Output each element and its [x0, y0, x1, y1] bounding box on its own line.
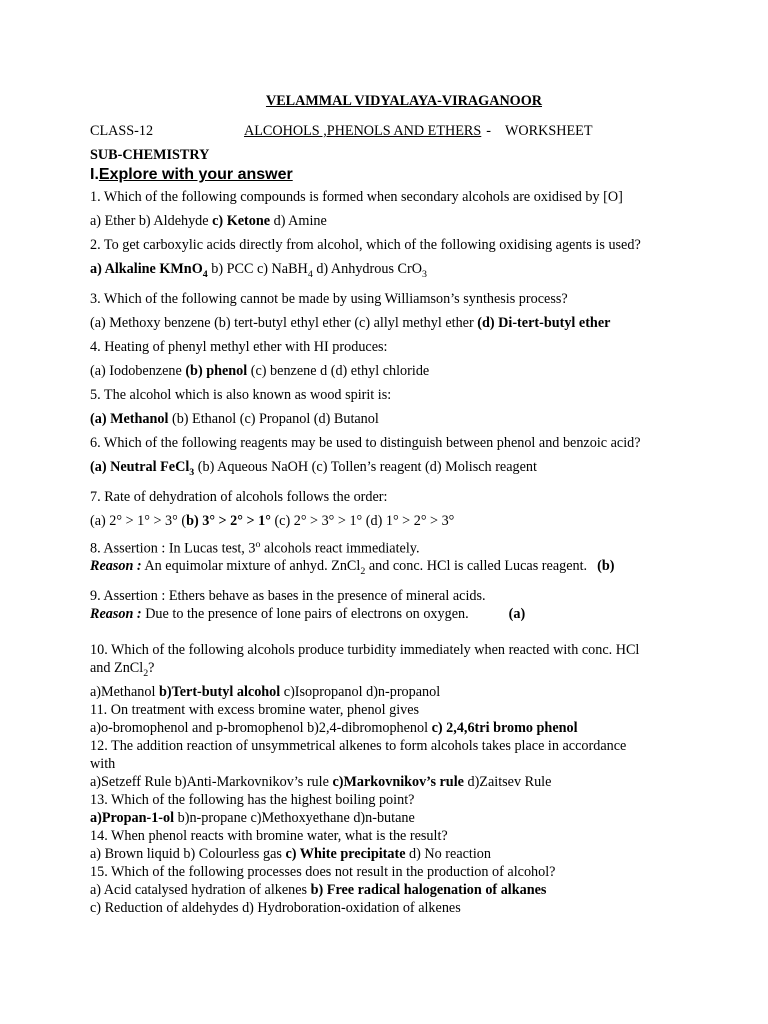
question-6: 6. Which of the following reagents may be used to distinguish between phenol and benzoic acid?: [90, 434, 641, 451]
answer-8: (b): [597, 558, 615, 575]
options-3: (a) Methoxy benzene (b) tert-butyl ethyl ether (c) allyl methyl ether (d) Di-tert-butyl ether: [90, 314, 611, 331]
question-1: 1. Which of the following compounds is formed when secondary alcohols are oxidised by [O]: [90, 189, 623, 205]
question-13: 13. Which of the following has the highest boiling point?: [90, 792, 415, 809]
options-10: a)Methanol b)Tert-butyl alcohol c)Isopropanol d)n-propanol: [90, 684, 441, 701]
assertion-9: 9. Assertion : Ethers behave as bases in the presence of mineral acids.: [90, 588, 486, 605]
question-12-cont: with: [90, 756, 116, 773]
answer-6: (a) Neutral FeCl$_3$: [90, 458, 195, 478]
options-14: a) Brown liquid b) Colourless gas c) White precipitate d) No reaction: [90, 846, 491, 863]
school-title: VELAMMAL VIDYALAYA-VIRAGANOOR: [265, 93, 543, 109]
answer-1: c) Ketone: [212, 213, 271, 229]
topic-dash: -: [486, 123, 491, 139]
question-14: 14. When phenol reacts with bromine water, what is the result?: [90, 828, 448, 845]
answer-15: b) Free radical halogenation of alkanes: [310, 882, 547, 899]
question-5: 5. The alcohol which is also known as wood spirit is:: [90, 386, 392, 403]
options-15-cont: c) Reduction of aldehydes d) Hydroboration-oxidation of alkenes: [90, 900, 461, 917]
reason-8: Reason : An equimolar mixture of anhyd. ZnCl$_2$ and conc. HCl is called Lucas reagent. (b): [90, 558, 615, 578]
options-7: (a) 2° > 1° > 3° (b) 3° > 2° > 1° (c) 2° > 3° > 1° (d) 1° > 2° > 3°: [90, 512, 455, 529]
class-line: [90, 122, 678, 140]
answer-10: b)Tert-butyl alcohol: [158, 684, 281, 701]
options-1: a) Ether b) Aldehyde c) Ketone d) Amine: [90, 213, 327, 229]
answer-11: c) 2,4,6tri bromo phenol: [431, 720, 578, 737]
topic-label: ALCOHOLS ,PHENOLS AND ETHERS: [244, 123, 482, 139]
answer-14: c) White precipitate: [285, 846, 406, 863]
options-5: (a) Methanol (b) Ethanol (c) Propanol (d) Butanol: [90, 410, 379, 427]
question-7: 7. Rate of dehydration of alcohols follows the order:: [90, 488, 388, 505]
question-2: 2. To get carboxylic acids directly from alcohol, which of the following oxidising agents is used?: [90, 237, 641, 253]
answer-2: a) Alkaline KMnO$_4$: [90, 261, 208, 280]
answer-9: (a): [508, 606, 526, 623]
answer-4: (b) phenol: [185, 362, 248, 379]
options-2: a) Alkaline KMnO$_4$ b) PCC c) NaBH$_4$ d) Anhydrous CrO$_3$: [90, 261, 427, 280]
reason-9: Reason : Due to the presence of lone pairs of electrons on oxygen. (a): [90, 606, 526, 623]
answer-3: (d) Di-tert-butyl ether: [477, 314, 611, 331]
section-number: I.: [90, 166, 99, 183]
answer-7: b) 3° > 2° > 1°: [186, 512, 271, 529]
class-label: CLASS-12: [90, 123, 154, 139]
worksheet-page: [90, 92, 678, 917]
answer-5: (a) Methanol: [90, 410, 169, 427]
question-10: 10. Which of the following alcohols produce turbidity immediately when reacted with conc. HCl: [90, 642, 640, 659]
answer-13: a)Propan-1-ol: [90, 810, 175, 827]
question-15: 15. Which of the following processes does not result in the production of alcohol?: [90, 864, 556, 881]
worksheet-label: WORKSHEET: [505, 123, 593, 139]
options-15: a) Acid catalysed hydration of alkenes b) Free radical halogenation of alkanes: [90, 882, 547, 899]
options-13: a)Propan-1-ol b)n-propane c)Methoxyethane d)n-butane: [90, 810, 415, 827]
assertion-8: 8. Assertion : In Lucas test, 3$^o$ alcohols react immediately.: [90, 538, 420, 557]
question-3: 3. Which of the following cannot be made by using Williamson’s synthesis process?: [90, 290, 568, 307]
question-11: 11. On treatment with excess bromine water, phenol gives: [90, 702, 420, 719]
subject-label: SUB-CHEMISTRY: [90, 147, 210, 163]
options-4: (a) Iodobenzene (b) phenol (c) benzene d (d) ethyl chloride: [90, 362, 430, 379]
options-12: a)Setzeff Rule b)Anti-Markovnikov’s rule c)Markovnikov’s rule d)Zaitsev Rule: [90, 774, 552, 791]
question-4: 4. Heating of phenyl methyl ether with HI produces:: [90, 338, 388, 355]
answer-12: c)Markovnikov’s rule: [332, 774, 464, 791]
section-title: Explore with your answer: [98, 166, 293, 183]
options-6: (a) Neutral FeCl$_3$ (b) Aqueous NaOH (c) Tollen’s reagent (d) Molisch reagent: [90, 458, 537, 478]
question-10-cont: and ZnCl$_2$?: [90, 660, 155, 680]
section-heading: [90, 166, 678, 184]
options-11: a)o-bromophenol and p-bromophenol b)2,4-dibromophenol c) 2,4,6tri bromo phenol: [90, 720, 578, 737]
question-12: 12. The addition reaction of unsymmetrical alkenes to form alcohols takes place in accordance: [90, 738, 627, 755]
